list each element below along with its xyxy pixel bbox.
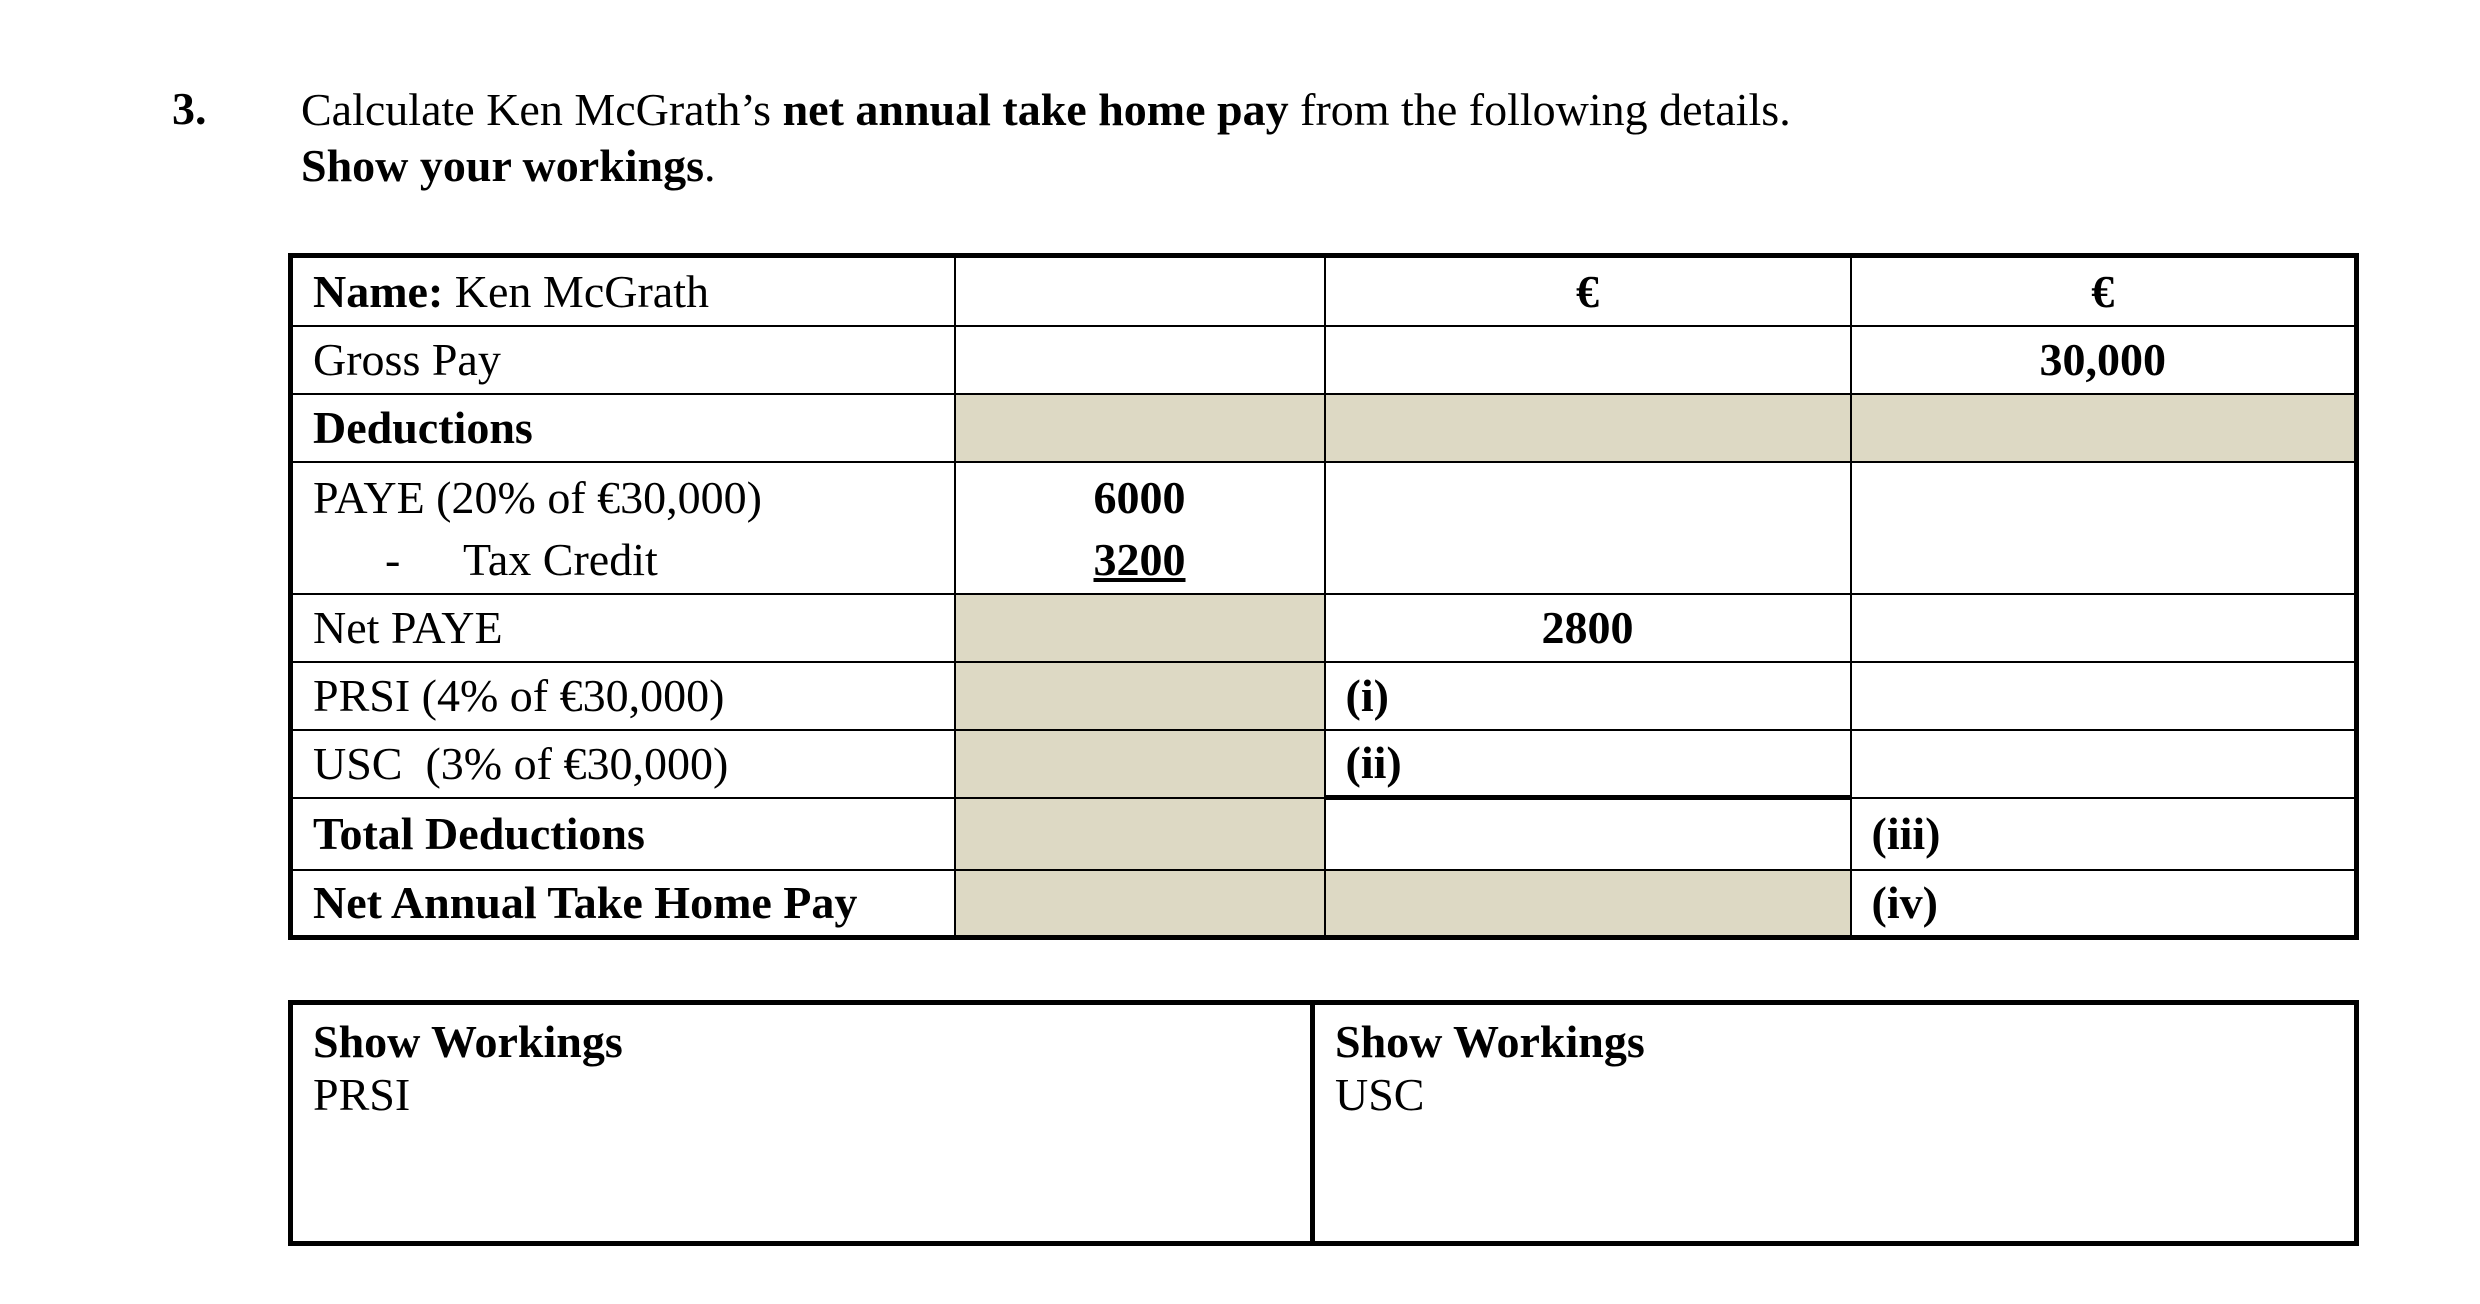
question-line-2: Show your workings. (301, 140, 716, 191)
shaded-cell (1325, 870, 1851, 938)
table-row-net-paye (291, 594, 2357, 662)
row-label: Deductions (291, 394, 955, 462)
prsi-workings-box[interactable] (291, 1003, 1313, 1244)
row-label: Total Deductions (291, 798, 955, 870)
answer-cell[interactable] (955, 256, 1325, 326)
tax-credit-label: - Tax Credit (385, 533, 658, 585)
answer-cell[interactable] (955, 326, 1325, 394)
net-paye-value: 2800 (1325, 594, 1851, 662)
currency-header-col4: € (1851, 256, 2357, 326)
row-label: PRSI (4% of €30,000) (291, 662, 955, 730)
gross-pay-value: 30,000 (1851, 326, 2357, 394)
workings-title: Show Workings (313, 1016, 623, 1067)
shaded-cell (1851, 394, 2357, 462)
answer-cell[interactable] (1851, 594, 2357, 662)
answer-cell[interactable] (1851, 462, 2357, 594)
tax-credit-amount: 3200 (1093, 533, 1186, 585)
row-label (291, 462, 955, 594)
question-number: 3. (172, 83, 207, 134)
paye-values (955, 462, 1325, 594)
workings-row (291, 1003, 2357, 1244)
shaded-cell (1325, 394, 1851, 462)
usc-workings-box[interactable] (1313, 1003, 2357, 1244)
question-text (301, 82, 1791, 194)
workings-table (288, 1000, 2359, 1246)
table-row-paye (291, 462, 2357, 594)
answer-cell[interactable] (1851, 662, 2357, 730)
workings-subtitle: PRSI (313, 1069, 411, 1120)
table-header-row (291, 256, 2357, 326)
paye-label: PAYE (20% of €30,000) (313, 471, 762, 523)
usc-answer-cell[interactable]: (ii) (1325, 730, 1851, 798)
workings-title: Show Workings (1335, 1016, 1645, 1067)
currency-header-col3: € (1325, 256, 1851, 326)
name-cell: Name: Ken McGrath (291, 256, 955, 326)
table-row-gross-pay (291, 326, 2357, 394)
shaded-cell (955, 662, 1325, 730)
table-row-deductions (291, 394, 2357, 462)
answer-cell[interactable] (1325, 798, 1851, 870)
total-deductions-answer-cell[interactable]: (iii) (1851, 798, 2357, 870)
answer-cell[interactable] (1325, 462, 1851, 594)
table-row-net-take-home (291, 870, 2357, 938)
table-row-prsi (291, 662, 2357, 730)
shaded-cell (955, 870, 1325, 938)
answer-cell[interactable] (1851, 730, 2357, 798)
question-line-1: Calculate Ken McGrath’s net annual take home pay from the following details. (301, 84, 1791, 135)
shaded-cell (955, 394, 1325, 462)
answer-cell[interactable] (1325, 326, 1851, 394)
net-take-home-answer-cell[interactable]: (iv) (1851, 870, 2357, 938)
workings-subtitle: USC (1335, 1069, 1425, 1120)
shaded-cell (955, 594, 1325, 662)
row-label: Gross Pay (291, 326, 955, 394)
shaded-cell (955, 798, 1325, 870)
row-label: Net Annual Take Home Pay (291, 870, 955, 938)
pay-calculation-table (288, 253, 2359, 940)
table-row-total-deductions (291, 798, 2357, 870)
shaded-cell (955, 730, 1325, 798)
table-row-usc (291, 730, 2357, 798)
prsi-answer-cell[interactable]: (i) (1325, 662, 1851, 730)
row-label: Net PAYE (291, 594, 955, 662)
paye-amount: 6000 (1093, 471, 1186, 523)
row-label: USC (3% of €30,000) (291, 730, 955, 798)
